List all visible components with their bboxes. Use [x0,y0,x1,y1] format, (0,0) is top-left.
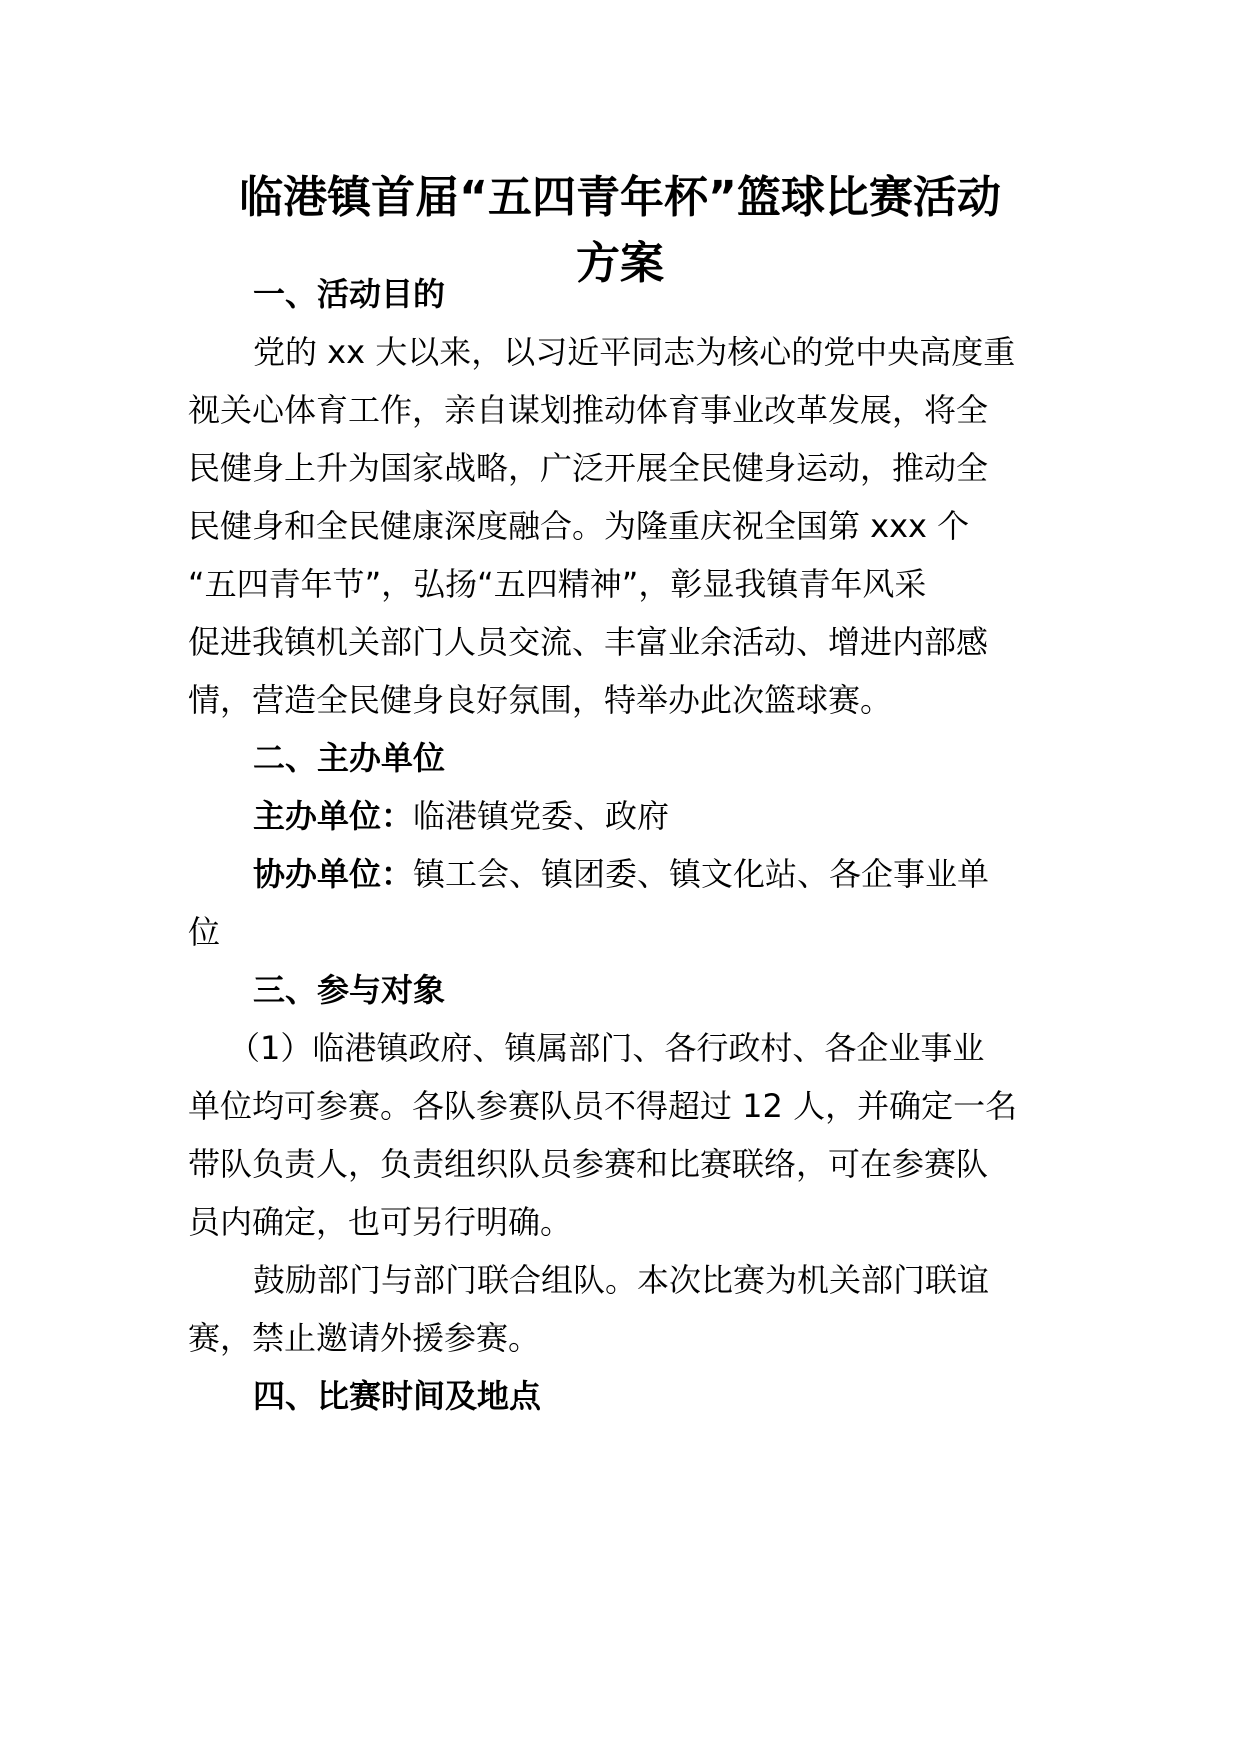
paragraph-line: 赛，禁止邀请外援参赛。 [188,1319,541,1357]
paragraph-line: 党的 xx 大以来，以习近平同志为核心的党中央高度重 [253,333,1016,371]
document-title: 临港镇首届“五四青年杯”篮球比赛活动 [239,172,1001,223]
paragraph-line: 情，营造全民健身良好氛围，特举办此次篮球赛。 [188,681,893,719]
paragraph-line: “五四青年节”，弘扬“五四精神”，彰显我镇青年风采 [188,565,927,603]
section-heading-purpose: 一、活动目的 [253,275,446,313]
co-organizer-value-continued: 位 [188,913,221,951]
paragraph-line: 视关心体育工作，亲自谋划推动体育事业改革发展，将全 [188,391,989,429]
paragraph-line: 带队负责人，负责组织队员参赛和比赛联络，可在参赛队 [188,1145,989,1183]
co-organizer-row [253,852,1123,896]
section-heading-time-location: 四、比赛时间及地点 [253,1377,542,1415]
co-organizer-label: 协办单位： [253,855,414,893]
paragraph-line: 民健身上升为国家战略，广泛开展全民健身运动，推动全 [188,449,989,487]
co-organizer-value: 镇工会、镇团委、镇文化站、各企事业单 [413,855,990,893]
section-heading-organizer: 二、主办单位 [253,739,446,777]
paragraph-line: 员内确定，也可另行明确。 [188,1203,573,1241]
paragraph-line: 单位均可参赛。各队参赛队员不得超过 12 人，并确定一名 [188,1087,1018,1125]
host-unit-label: 主办单位： [253,797,414,835]
host-unit-row [253,794,1123,838]
host-unit-value: 临港镇党委、政府 [413,797,670,835]
paragraph-line: 促进我镇机关部门人员交流、丰富业余活动、增进内部感 [188,623,989,661]
paragraph-line: 民健身和全民健康深度融合。为隆重庆祝全国第 xxx 个 [188,507,970,545]
section-heading-participants: 三、参与对象 [253,971,446,1009]
paragraph-line: 鼓励部门与部门联合组队。本次比赛为机关部门联谊 [253,1261,990,1299]
document-title-continued: 方案 [576,238,664,289]
paragraph-line: （1）临港镇政府、镇属部门、各行政村、各企业事业 [228,1029,985,1067]
